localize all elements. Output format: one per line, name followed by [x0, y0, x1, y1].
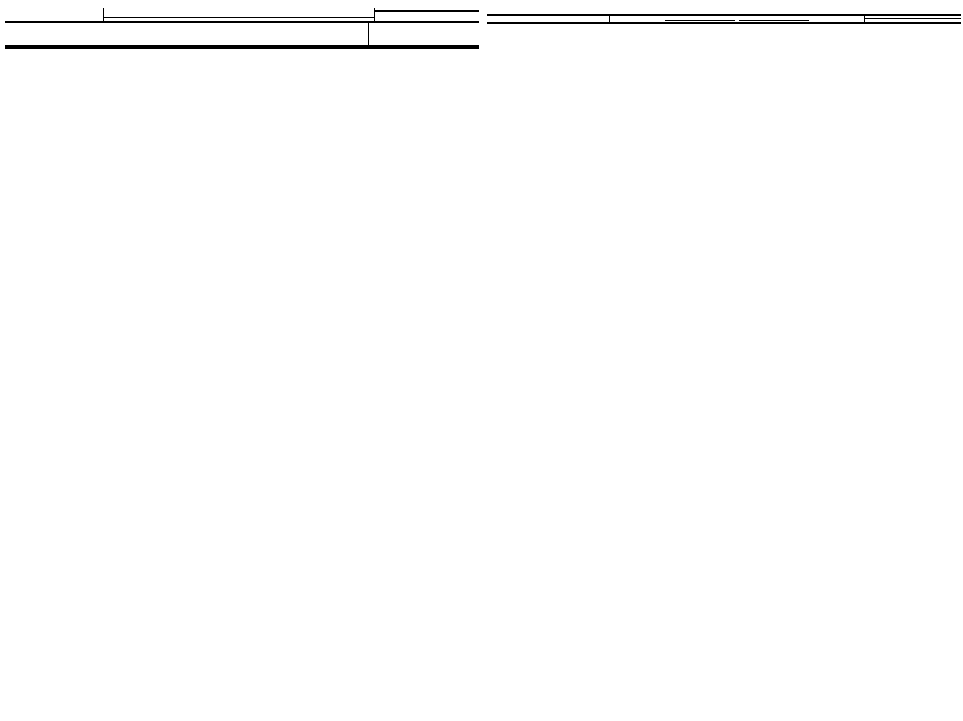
proof-watermark: [559, 143, 894, 361]
beginning-date-field[interactable]: [665, 20, 735, 21]
form-1040nr-title: [610, 16, 864, 17]
attach-w2-rail: [476, 282, 486, 442]
enclose-payment-rail: [476, 472, 486, 622]
form-1040nr-page: [487, 2, 961, 26]
schedule-a-footer: [5, 47, 479, 51]
schedule-a-page: [5, 8, 479, 51]
schedule-a-header: [5, 8, 479, 23]
name-row: [5, 23, 479, 47]
attach-instruction: [104, 17, 374, 21]
ending-date-field[interactable]: [739, 20, 809, 21]
form-1040nr-header: [487, 14, 961, 24]
print-or-type-rail: [476, 82, 486, 192]
form-1040nr-footer: [487, 24, 961, 26]
dual-status-heading: [487, 2, 961, 14]
omb-number: [865, 16, 961, 19]
